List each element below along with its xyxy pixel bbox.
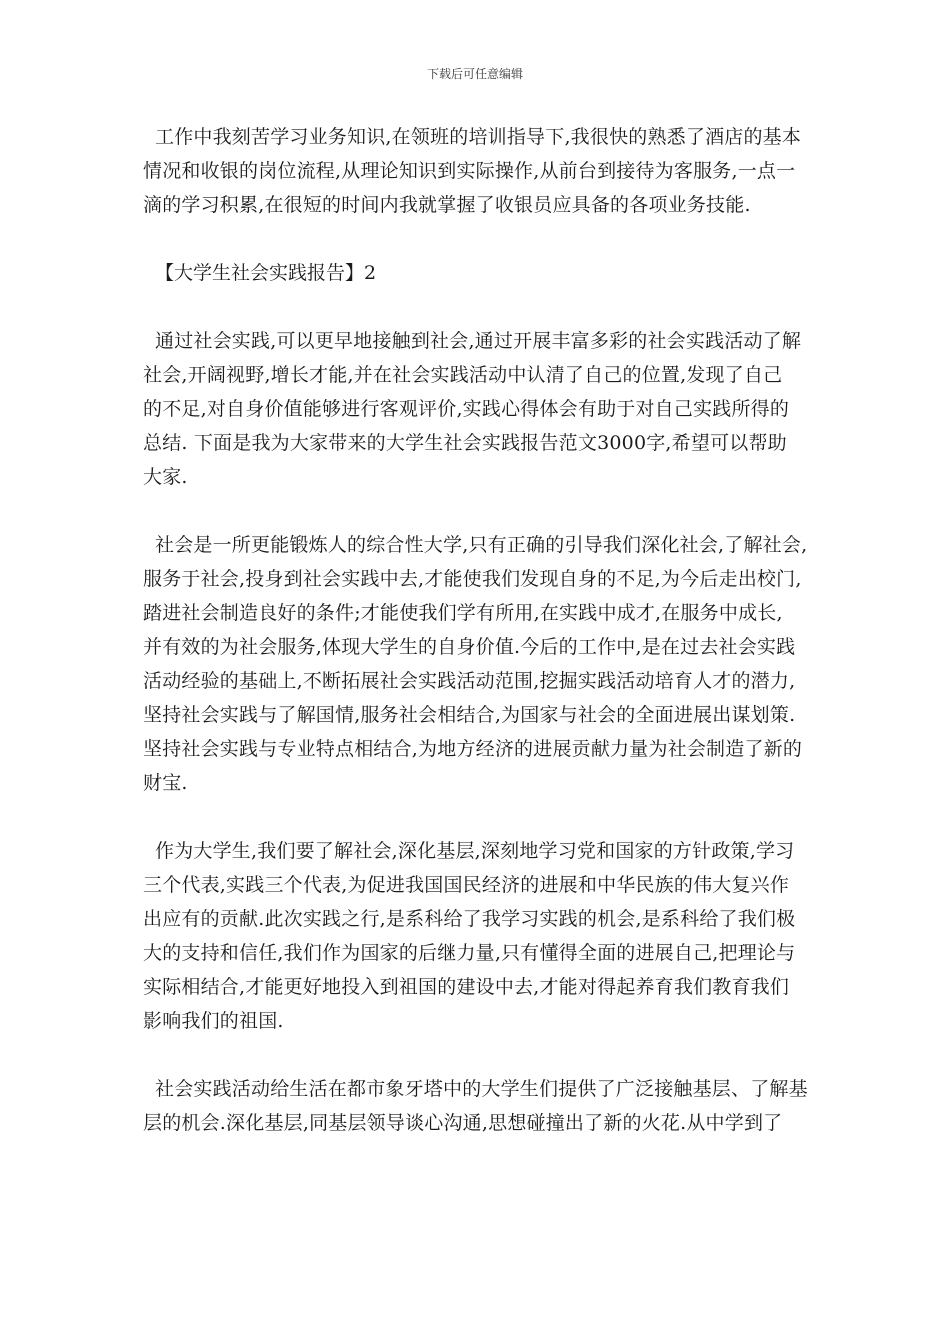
paragraph-line: 大的支持和信任,我们作为国家的后继力量,只有懂得全面的进展自己,把理论与: [143, 942, 796, 964]
paragraph-line: 社会是一所更能锻炼人的综合性大学,只有正确的引导我们深化社会,了解社会,: [155, 534, 808, 556]
paragraph-line: 实际相结合,才能更好地投入到祖国的建设中去,才能对得起养育我们教育我们: [143, 976, 790, 998]
paragraph-line: 影响我们的祖国.: [143, 1010, 284, 1032]
paragraph-line: 总结. 下面是我为大家带来的大学生社会实践报告范文3000字,希望可以帮助: [143, 432, 787, 454]
paragraph-line: 坚持社会实践与了解国情,服务社会相结合,为国家与社会的全面进展出谋划策.: [143, 704, 796, 726]
paragraph: [143, 528, 815, 800]
paragraph-line: 出应有的贡献.此次实践之行,是系科给了我学习实践的机会,是系科给了我们极: [143, 908, 796, 930]
paragraph-line: 社会,开阔视野,增长才能,并在社会实践活动中认清了自己的位置,发现了自己: [143, 364, 783, 386]
paragraph-line: 的不足,对自身价值能够进行客观评价,实践心得体会有助于对自己实践所得的: [143, 398, 790, 420]
paragraph-line: 滴的学习积累,在很短的时间内我就掌握了收银员应具备的各项业务技能.: [143, 194, 751, 216]
paragraph-line: 情况和收银的岗位流程,从理论知识到实际操作,从前台到接待为客服务,一点一: [143, 160, 796, 182]
paragraph-line: 层的机会.深化基层,同基层领导谈心沟通,思想碰撞出了新的火花.从中学到了: [143, 1112, 783, 1134]
paragraph-line: 作为大学生,我们要了解社会,深化基层,深刻地学习党和国家的方针政策,学习: [155, 840, 795, 862]
paragraph-line: 坚持社会实践与专业特点相结合,为地方经济的进展贡献力量为社会制造了新的: [143, 738, 803, 760]
paragraph-line: 财宝.: [143, 772, 188, 794]
paragraph: [143, 324, 815, 494]
paragraph-line: 三个代表,实践三个代表,为促进我国国民经济的进展和中华民族的伟大复兴作: [143, 874, 790, 896]
section-heading: 【大学生社会实践报告】2: [155, 262, 377, 284]
page-header: 下载后可任意编辑: [426, 67, 523, 81]
document-body: [143, 120, 815, 1174]
paragraph: [143, 120, 815, 222]
paragraph-line: 踏进社会制造良好的条件;才能使我们学有所用,在实践中成才,在服务中成长,: [143, 602, 783, 624]
paragraph-line: 工作中我刻苦学习业务知识,在领班的培训指导下,我很快的熟悉了酒店的基本: [155, 126, 802, 148]
paragraph-line: 通过社会实践,可以更早地接触到社会,通过开展丰富多彩的社会实践活动了解: [155, 330, 802, 352]
paragraph-line: 大家.: [143, 466, 188, 488]
paragraph-line: 社会实践活动给生活在都市象牙塔中的大学生们提供了广泛接触基层、了解基: [155, 1078, 808, 1100]
paragraph-line: 并有效的为社会服务,体现大学生的自身价值.今后的工作中,是在过去社会实践: [143, 636, 796, 658]
paragraph: [143, 1072, 815, 1140]
paragraph-line: 服务于社会,投身到社会实践中去,才能使我们发现自身的不足,为今后走出校门,: [143, 568, 802, 590]
paragraph: [143, 834, 815, 1038]
paragraph-line: 活动经验的基础上,不断拓展社会实践活动范围,挖掘实践活动培育人才的潜力,: [143, 670, 796, 692]
